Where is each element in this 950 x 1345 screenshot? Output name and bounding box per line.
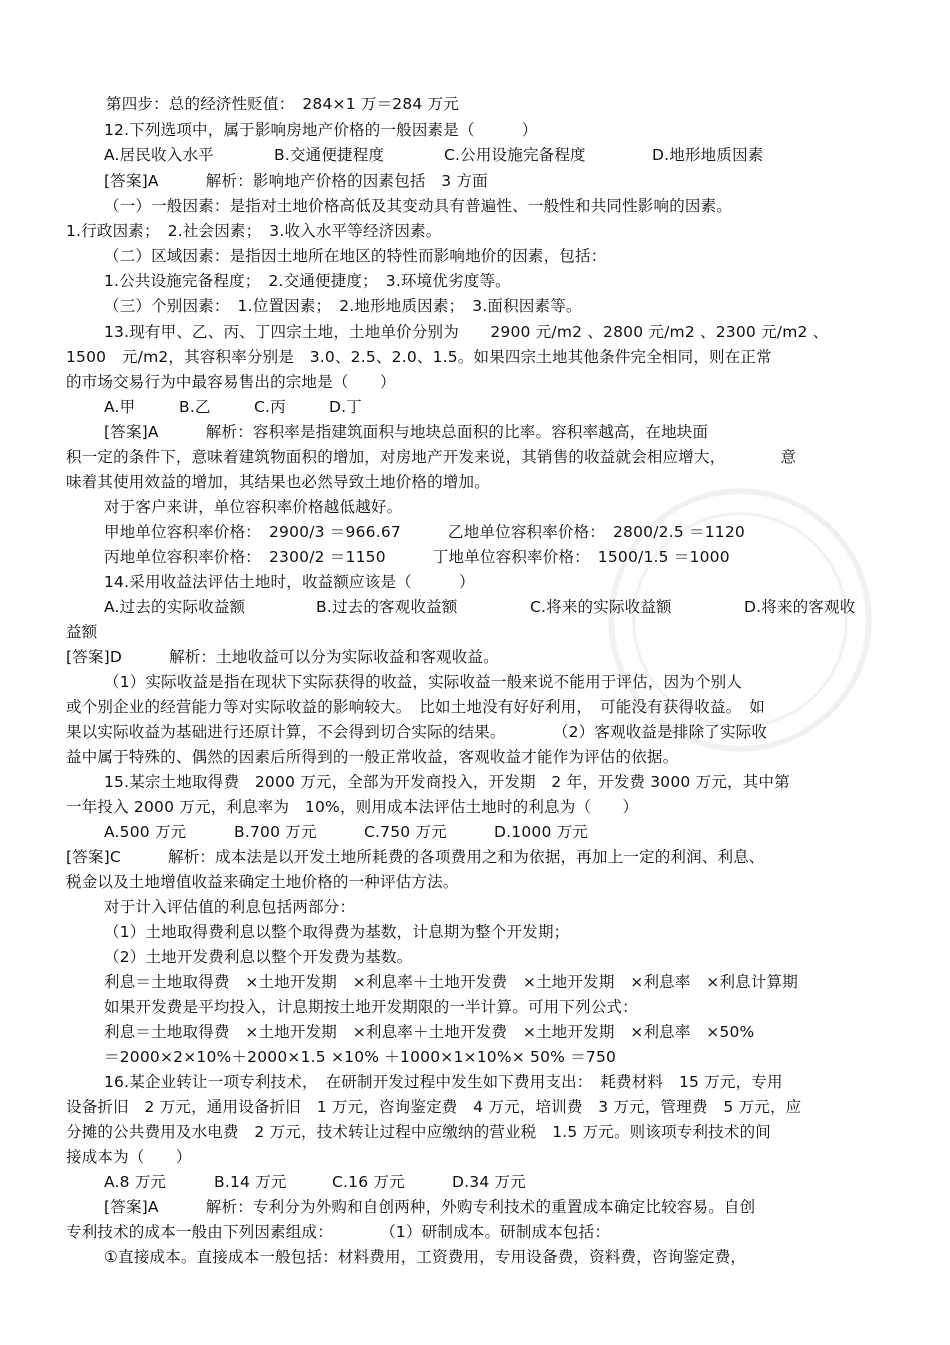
explanation-line: （1）土地取得费利息以整个取得费为基数，计息期为整个开发期； — [104, 923, 570, 941]
explanation-line: （2）土地开发费利息以整个开发费为基数。 — [104, 948, 413, 966]
explanation-line: （二）区域因素：是指因土地所在地区的特性而影响地价的因素，包括： — [104, 247, 607, 265]
option-b: B.700 万元 — [234, 823, 317, 841]
answer-15: [答案]C 解析：成本法是以开发土地所耗费的各项费用之和为依据，再加上一定的利润、利息、 — [66, 848, 765, 866]
options-16 — [104, 1172, 924, 1192]
question-16-cont: 设备折旧 2 万元，通用设备折旧 1 万元，咨询鉴定费 4 万元，培训费 3 万元，管理费 5 万元，应 — [66, 1098, 802, 1116]
option-a: A.8 万元 — [104, 1173, 167, 1191]
explanation-line: 益中属于特殊的、偶然的因素后所得到的一般正常收益，客观收益才能作为评估的依据。 — [66, 748, 679, 766]
explanation-line: 或个别企业的经营能力等对实际收益的影响较大。 比如土地没有好好利用， 可能没有获得收益。 如 — [66, 698, 765, 716]
option-c: C.丙 — [254, 398, 286, 416]
question-14: 14.采用收益法评估土地时，收益额应该是（ ） — [104, 573, 475, 591]
question-16: 16.某企业转让一项专利技术， 在研制开发过程中发生如下费用支出： 耗费材料 15 万元，专用 — [104, 1073, 783, 1091]
question-13-cont: 的市场交易行为中最容易售出的宗地是（ ） — [66, 373, 396, 391]
option-b: B.交通便捷程度 — [274, 146, 385, 164]
answer-16: [答案]A 解析：专利分为外购和自创两种，外购专利技术的重置成本确定比较容易。自创 — [104, 1198, 756, 1216]
explanation-line: 对于计入评估值的利息包括两部分： — [104, 898, 356, 916]
option-c: C.16 万元 — [332, 1173, 405, 1191]
question-16-cont: 接成本为（ ） — [66, 1148, 192, 1166]
option-c: C.公用设施完备程度 — [444, 146, 586, 164]
explanation-line: 积一定的条件下，意味着建筑物面积的增加，对房地产开发来说，其销售的收益就会相应增大， 意 — [66, 448, 797, 466]
explanation-line: 味着其使用效益的增加，其结果也必然导致土地价格的增加。 — [66, 473, 490, 491]
explanation-line: 1.公共设施完备程度； 2.交通便捷度； 3.环境优劣度等。 — [104, 272, 511, 290]
explanation-line: 1.行政因素； 2.社会因素； 3.收入水平等经济因素。 — [66, 222, 442, 240]
option-d: D.地形地质因素 — [652, 146, 764, 164]
option-c: C.750 万元 — [364, 823, 447, 841]
answer-13: [答案]A 解析：容积率是指建筑面积与地块总面积的比率。容积率越高，在地块面 — [104, 423, 709, 441]
explanation-line: 税金以及土地增值收益来确定土地价格的一种评估方法。 — [66, 873, 459, 891]
explanation-line: 如果开发费是平均投入，计息期按土地开发期限的一半计算。可用下列公式： — [104, 998, 638, 1016]
explanation-line: 专利技术的成本一般由下列因素组成： （1）研制成本。研制成本包括： — [66, 1223, 611, 1241]
calc-line: 丙地单位容积率价格： 2300/2 ＝1150 丁地单位容积率价格： 1500/1.5 ＝1000 — [104, 548, 730, 566]
step-four-line: 第四步：总的经济性贬值： 284×1 万＝284 万元 — [106, 95, 460, 113]
options-15 — [104, 822, 924, 842]
explanation-line: （一）一般因素：是指对土地价格高低及其变动具有普遍性、一般性和共同性影响的因素。 — [104, 197, 733, 215]
option-a: A.500 万元 — [104, 823, 187, 841]
option-d: D.将来的客观收 — [744, 598, 856, 616]
answer-12: [答案]A 解析：影响地产价格的因素包括 3 方面 — [104, 172, 488, 190]
question-12: 12.下列选项中，属于影响房地产价格的一般因素是（ ） — [104, 121, 538, 139]
question-15-cont: 一年投入 2000 万元，利息率为 10%，则用成本法评估土地时的利息为（ ） — [66, 798, 639, 816]
calc-line: 甲地单位容积率价格： 2900/3 ＝966.67 乙地单位容积率价格： 2800/2.5 ＝1120 — [104, 523, 745, 541]
explanation-line: （1）实际收益是指在现状下实际获得的收益，实际收益一般来说不能用于评估，因为个别人 — [104, 673, 743, 691]
option-b: B.过去的客观收益额 — [316, 598, 458, 616]
question-16-cont: 分摊的公共费用及水电费 2 万元，技术转让过程中应缴纳的营业税 1.5 万元。则该项专利技术的间 — [66, 1123, 771, 1141]
options-14-cont: 益额 — [66, 623, 98, 641]
option-d: D.丁 — [329, 398, 362, 416]
option-b: B.乙 — [179, 398, 211, 416]
question-15: 15.某宗土地取得费 2000 万元，全部为开发商投入，开发期 2 年，开发费 3000 万元，其中第 — [104, 773, 790, 791]
option-b: B.14 万元 — [214, 1173, 287, 1191]
options-13 — [104, 397, 924, 417]
answer-14: [答案]D 解析：土地收益可以分为实际收益和客观收益。 — [66, 648, 499, 666]
explanation-line: 果以实际收益为基础进行还原计算，不会得到切合实际的结果。 （2）客观收益是排除了实际收 — [66, 723, 768, 741]
formula-line: ＝2000×2×10%＋2000×1.5 ×10% ＋1000×1×10%× 50% ＝750 — [104, 1048, 617, 1066]
option-a: A.过去的实际收益额 — [104, 598, 246, 616]
option-a: A.居民收入水平 — [104, 146, 214, 164]
explanation-line: ①直接成本。直接成本一般包括：材料费用，工资费用，专用设备费，资料费，咨询鉴定费， — [104, 1248, 747, 1266]
explanation-line: 对于客户来讲，单位容积率价格越低越好。 — [104, 498, 403, 516]
explanation-line: （三）个别因素： 1.位置因素； 2.地形地质因素； 3.面积因素等。 — [104, 297, 582, 315]
option-a: A.甲 — [104, 398, 136, 416]
options-12 — [104, 145, 924, 165]
question-13-cont: 1500 元/m2，其容积率分别是 3.0、2.5、2.0、1.5。如果四宗土地其他条件完全相同，则在正常 — [66, 348, 772, 366]
option-c: C.将来的实际收益额 — [530, 598, 672, 616]
formula-line: 利息＝土地取得费 ×土地开发期 ×利息率＋土地开发费 ×土地开发期 ×利息率 ×50% — [104, 1023, 755, 1041]
options-14 — [104, 597, 924, 617]
formula-line: 利息＝土地取得费 ×土地开发期 ×利息率＋土地开发费 ×土地开发期 ×利息率 ×利息计算期 — [104, 973, 798, 991]
question-13: 13.现有甲、乙、丙、丁四宗土地，土地单价分别为 2900 元/m2 、2800 元/m2 、2300 元/m2 、 — [104, 323, 829, 341]
option-d: D.1000 万元 — [494, 823, 589, 841]
option-d: D.34 万元 — [452, 1173, 526, 1191]
